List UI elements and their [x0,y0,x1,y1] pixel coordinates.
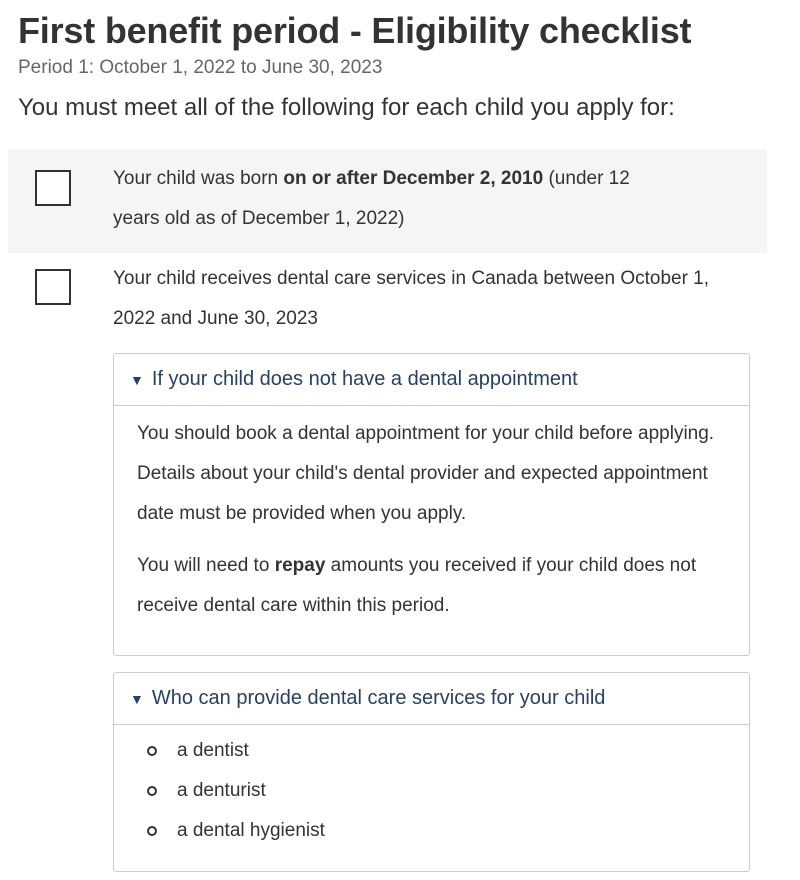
checkbox-birth-date[interactable] [35,170,71,206]
birth-text-start: Your child was born [113,168,284,189]
bullet-circle-icon [147,746,157,756]
period-subtitle: Period 1: October 1, 2022 to June 30, 2023 [18,57,383,78]
details-body-no-appointment [114,406,749,626]
provider-list [114,725,749,851]
intro-text: You must meet all of the following for each child you apply for: [18,94,675,121]
summary-label: If your child does not have a dental appointment [151,368,578,390]
provider-label: a denturist [177,780,266,801]
page-title: First benefit period - Eligibility checklist [18,10,692,51]
provider-label: a dentist [177,740,249,761]
list-item [147,811,749,851]
birth-date-bold: on or after December 2, 2010 [283,168,544,189]
bullet-circle-icon [147,826,157,836]
bullet-circle-icon [147,786,157,796]
triangle-down-icon: ▼ [130,371,144,388]
checkbox-dental-services[interactable] [35,269,71,305]
repay-text-end: amounts you received if your child does not receive dental care within this period. [137,555,697,616]
repay-bold: repay [274,555,326,576]
provider-label: a dental hygienist [177,820,325,841]
details-summary-providers[interactable] [114,673,749,725]
checklist-item-birth-date [113,159,673,239]
list-item [147,771,749,811]
details-providers [113,672,750,872]
repay-text-start: You will need to [137,555,275,576]
book-appointment-paragraph: You should book a dental appointment for your child before applying. Details about your child's dental provider and expected appointment date must be provided when you apply. [137,423,715,524]
details-summary-no-appointment[interactable] [114,354,749,406]
list-item [147,731,749,771]
birth-text-end: (under 12 years old as of December 1, 2022) [113,168,630,229]
triangle-down-icon: ▼ [130,690,144,707]
details-no-appointment [113,353,750,656]
summary-label: Who can provide dental care services for your child [151,687,606,709]
checklist-item-dental-services: Your child receives dental care services in Canada between October 1, 2022 and June 30, 2023 [113,268,710,329]
repay-paragraph [137,546,726,626]
